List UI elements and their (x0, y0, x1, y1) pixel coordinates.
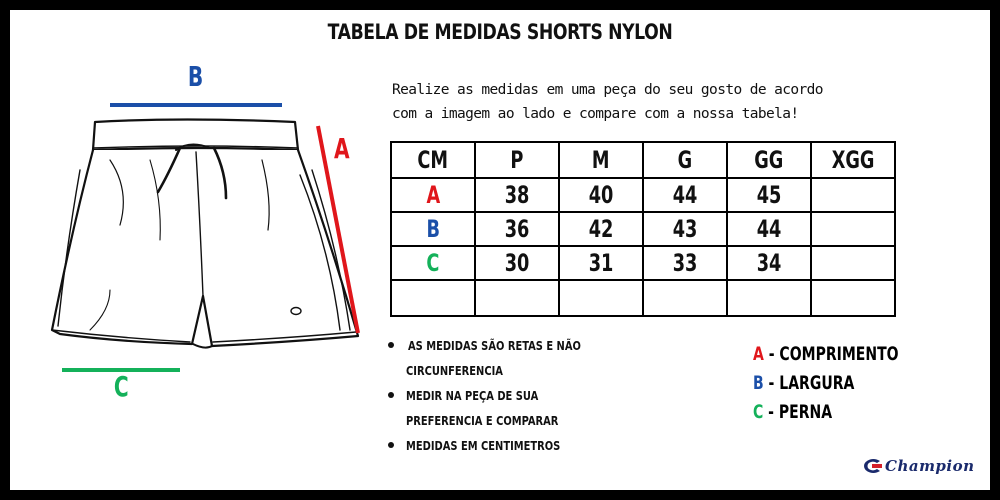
list-item: MEDIDAS EM CENTIMETROS (388, 433, 618, 458)
table-cell: 44 (643, 178, 727, 212)
table-header-cell: P (475, 142, 559, 178)
table-cell: 34 (727, 246, 811, 280)
intro-line-2: com a imagem ao lado e compare com a nossa tabela! (392, 106, 799, 122)
brand-name: Champion (885, 457, 975, 475)
table-row (391, 246, 895, 280)
table-header-cell: XGG (811, 142, 895, 178)
table-cell: 40 (559, 178, 643, 212)
table-header-cell: CM (391, 142, 475, 178)
table-header-cell: G (643, 142, 727, 178)
table-cell: 33 (643, 246, 727, 280)
list-item: AS MEDIDAS SÃO RETAS E NÃO (388, 333, 618, 358)
bullet-icon (388, 442, 394, 448)
table-cell: 36 (475, 212, 559, 246)
bullet-icon (388, 392, 394, 398)
table-row (391, 178, 895, 212)
table-cell: 38 (475, 178, 559, 212)
diagram-label-c: C (113, 370, 129, 403)
bullet-icon (388, 342, 394, 348)
table-cell: 43 (643, 212, 727, 246)
row-label-a: A (391, 178, 475, 212)
notes-list (388, 333, 618, 458)
table-cell (727, 280, 811, 316)
page-title: TABELA DE MEDIDAS SHORTS NYLON (327, 20, 673, 44)
table-cell (643, 280, 727, 316)
legend (753, 340, 931, 427)
shorts-drawing (52, 120, 358, 348)
table-cell (811, 246, 895, 280)
table-cell (559, 280, 643, 316)
table-cell (391, 280, 475, 316)
legend-item-a: A - COMPRIMENTO (753, 343, 899, 365)
size-table (390, 141, 896, 317)
table-header-row (391, 142, 895, 178)
table-header-cell: M (559, 142, 643, 178)
table-cell: 31 (559, 246, 643, 280)
table-row (391, 212, 895, 246)
brand-logo (862, 455, 975, 477)
row-label-b: B (391, 212, 475, 246)
legend-item-c: C - PERNA (753, 401, 833, 423)
table-cell: 44 (727, 212, 811, 246)
table-cell (811, 212, 895, 246)
legend-item-b: B - LARGURA (753, 372, 855, 394)
table-cell: 45 (727, 178, 811, 212)
table-cell (811, 178, 895, 212)
table-header-cell: GG (727, 142, 811, 178)
table-cell: 42 (559, 212, 643, 246)
diagram-label-a: A (333, 132, 350, 165)
table-cell: 30 (475, 246, 559, 280)
table-cell (811, 280, 895, 316)
list-item: MEDIR NA PEÇA DE SUA (388, 383, 618, 408)
intro-line-1: Realize as medidas em uma peça do seu gosto de acordo (392, 82, 823, 98)
list-item-continuation: PREFERENCIA E COMPARAR (406, 413, 559, 428)
row-label-c: C (391, 246, 475, 280)
champion-c-logo-icon (862, 458, 884, 474)
table-row-empty (391, 280, 895, 316)
list-item-continuation: CIRCUNFERENCIA (406, 363, 503, 378)
table-cell (475, 280, 559, 316)
diagram-label-b: B (187, 60, 204, 93)
